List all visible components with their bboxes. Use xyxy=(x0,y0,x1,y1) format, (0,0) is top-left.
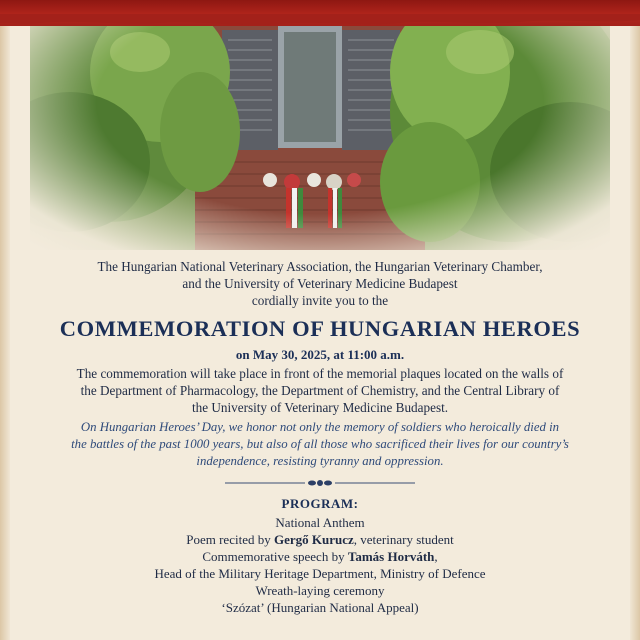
hosts-line-2: and the University of Veterinary Medicine Budapest xyxy=(182,276,458,291)
poem-reciter-name: Gergő Kurucz xyxy=(273,532,354,547)
venue-line-1: The commemoration will take place in front of the memorial plaques located on the walls of xyxy=(76,366,564,381)
quote-line-3: independence, resisting tyranny and oppression. xyxy=(196,454,444,468)
venue-line-2: the Department of Pharmacology, the Department of Chemistry, and the Central Library of xyxy=(80,383,560,398)
program-heading: PROGRAM: xyxy=(281,496,359,511)
event-date: on May 30, 2025, at 11:00 a.m. xyxy=(235,347,405,362)
top-red-band xyxy=(0,0,640,26)
venue-line-3: the University of Veterinary Medicine Budapest. xyxy=(191,400,449,415)
speaker-name: Tamás Horváth xyxy=(347,549,435,564)
hosts-line-1: The Hungarian National Veterinary Association, the Hungarian Veterinary Chamber, xyxy=(97,259,543,274)
hosts-line-3: cordially invite you to the xyxy=(251,293,389,308)
torn-edge-decoration xyxy=(0,14,640,30)
program-item-szozat: ‘Szózat’ (Hungarian National Appeal) xyxy=(221,600,419,615)
memorial-plaque-photo xyxy=(30,12,610,250)
program-item-speaker-title: Head of the Military Heritage Department, Ministry of Defence xyxy=(154,566,486,581)
ornamental-divider xyxy=(225,478,415,488)
program-item-poem: Poem recited by Gergő Kurucz, veterinary student xyxy=(186,532,454,547)
program-item-wreath: Wreath-laying ceremony xyxy=(255,583,385,598)
invitation-text xyxy=(0,258,640,616)
heroes-day-quote xyxy=(0,419,640,470)
memorial-photo xyxy=(30,12,610,250)
quote-line-1: On Hungarian Heroes’ Day, we honor not only the memory of soldiers who heroically died in xyxy=(80,420,560,434)
quote-line-2: the battles of the past 1000 years, but also of all those who sacrificed their lives for our country’s xyxy=(71,437,569,451)
program-item-speech: Commemorative speech by Tamás Horváth, xyxy=(202,549,438,564)
program-item-anthem: National Anthem xyxy=(275,515,365,530)
event-title: COMMEMORATION OF HUNGARIAN HEROES xyxy=(59,316,581,341)
